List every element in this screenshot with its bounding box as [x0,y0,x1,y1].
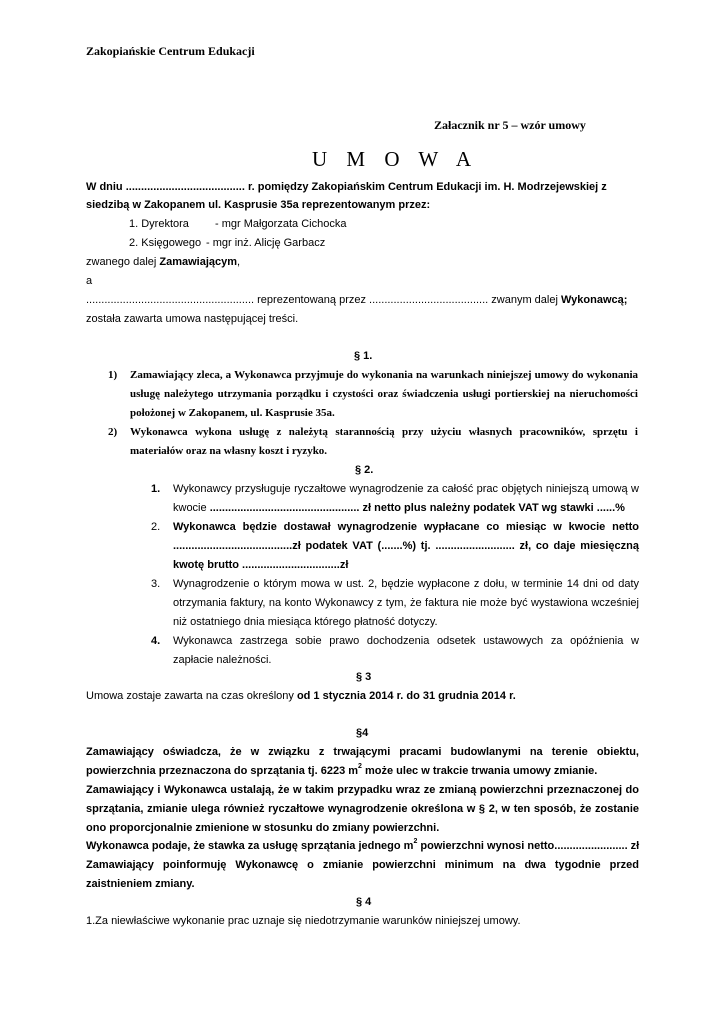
superscript: 2 [358,763,362,770]
rate-prefix: Wykonawca podaje, że stawka za usługę sprzątania jednego m [86,840,414,852]
term-dates: od 1 stycznia 2014 r. do 31 grudnia 2014 r. [296,690,516,702]
superscript: 2 [413,838,418,845]
section-1-heading: § 1. [354,350,373,362]
section-2-line: Wykonawca zastrzega sobie prawo dochodzenia odsetek ustawowych za opóźnienia w [173,635,639,647]
section-2-line: Wykonawcy przysługuje ryczałtowe wynagrodzenie za całość prac objętych niniejszą umową w [173,483,639,495]
section-4-heading: §4 [356,727,369,739]
section-1-line: Wykonawca wykona usługę z należytą starannością przy użyciu własnych pracowników, sprzętu i [130,426,638,438]
contractor-prefix: ....................................................... reprezentowaną przez ....................................... zwanym dalej [86,294,561,306]
section-3-heading: § 3 [356,671,372,683]
list-number: 4. [151,635,161,647]
section-3-text [86,690,516,702]
list-number: 1) [108,369,118,381]
list-number: 1. [151,483,161,495]
section-2-line: niż ostatniego dnia miesiąca którego płatność dotyczy. [173,616,438,628]
list-number: 3. [151,578,161,590]
list-number: 2. [151,521,161,533]
representative-name: - mgr inż. Alicję Garbacz [206,237,326,249]
and-word: a [86,275,93,287]
called-suffix: , [237,256,241,268]
section-4-line [86,840,639,852]
list-number: 2) [108,426,118,438]
section-4-line: Zamawiający poinformuję Wykonawcę o zmianie powierzchni minimum na dwa tygodnie przed [86,859,639,871]
section-2-line: Wykonawca będzie dostawał wynagrodzenie wypłacane co miesiąc w kwocie netto [173,521,639,533]
section-4-line: zaistnieniem zmiany. [86,878,195,890]
document-title: U M O W A [312,147,479,171]
contractor-line [86,294,627,306]
attachment-label: Załacznik nr 5 – wzór umowy [434,118,586,132]
section-4-line: sprzątania, zmianie ulega również ryczałtowe wynagrodzenie określona w § 2, w ten sposób, że zostanie [86,803,639,815]
section-2-line: kwotę brutto ................................zł [173,559,349,571]
term-prefix: Umowa zostaje zawarta na czas określony [86,690,297,702]
intro-line: siedzibą w Zakopanem ul. Kasprusie 35a reprezentowanym przez: [86,199,431,211]
section-2-line [173,502,625,514]
section-2-line: zapłacie należności. [173,654,272,666]
area-prefix: powierzchnia przeznaczona do sprzątania tj. 6223 m [86,765,359,777]
contractor-party: Wykonawcą; [560,294,628,306]
area-suffix: może ulec w trakcie trwania umowy zmianie. [361,765,598,777]
section-1-line: usługę należytego utrzymania porządku i czystości oraz świadczenia usługi portierskiej na nieruchomości [130,388,638,400]
rate-suffix: powierzchni wynosi netto........................ zł [417,840,640,852]
concluded-line: została zawarta umowa następującej treści. [86,313,299,325]
section-4b-line: 1.Za niewłaściwe wykonanie prac uznaje się niedotrzymanie warunków niniejszej umowy. [86,915,521,927]
section-2-line: .......................................zł podatek VAT (.......%) tj. .......................... zł, co daje miesięczną [173,540,639,552]
section-1-line: materiałów oraz na własny koszt i ryzyko. [130,445,328,457]
amount-prefix: kwocie [173,502,210,514]
amount-text: ................................................. zł netto plus należny podatek VAT wg stawki ......% [209,502,625,514]
section-4-line: Zamawiający oświadcza, że w związku z trwającymi pracami budowlanymi na terenie obiektu, [86,746,639,758]
called-line [86,256,240,268]
called-party: Zamawiającym [159,256,238,268]
called-prefix: zwanego dalej [86,256,160,268]
section-2-line: otrzymania faktury, na konto Wykonawcy z tym, że faktura nie może być wystawiona wcześniej [173,597,639,609]
intro-line: W dniu ....................................... r. pomiędzy Zakopiańskim Centrum Edukacji im. H. Modrzejewskiej z [86,181,607,193]
representative-name: - mgr Małgorzata Cichocka [215,218,347,230]
section-1-line: położonej w Zakopanem, ul. Kasprusie 35a. [130,407,335,419]
section-2-heading: § 2. [355,464,374,476]
representative-number: 1. Dyrektora [129,218,189,230]
institution-name: Zakopiańskie Centrum Edukacji [86,44,255,58]
section-4-line: ono proporcjonalnie zmienione w stosunku do zmiany powierzchni. [86,822,440,834]
section-1-line: Zamawiający zleca, a Wykonawca przyjmuje do wykonania na warunkach niniejszej umowy do wykonania [130,369,638,381]
section-4b-heading: § 4 [356,896,372,908]
representative-number: 2. Księgowego [129,237,202,249]
section-2-line: Wynagrodzenie o którym mowa w ust. 2, będzie wypłacone z dołu, w terminie 14 dni od daty [173,578,639,590]
section-4-line [86,765,597,777]
section-4-line: Zamawiający i Wykonawca ustalają, że w takim przypadku wraz ze zmianą powierzchni przeznaczonej do [86,784,639,796]
